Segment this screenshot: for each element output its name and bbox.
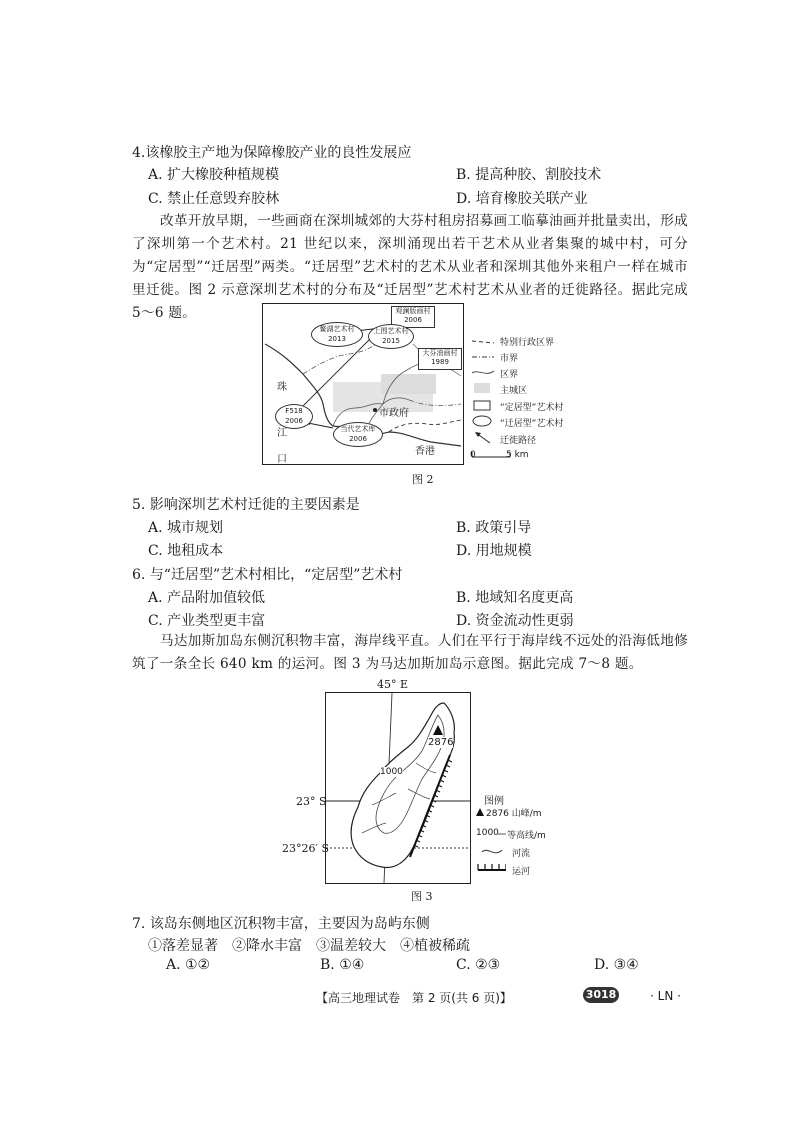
fig2-caption: 图 2: [412, 473, 434, 486]
contour-label: 1000: [380, 767, 403, 777]
village-guanlan: 观澜版画村 2006: [391, 306, 435, 328]
footer-mark: · LN ·: [650, 989, 681, 1003]
fig2-legend-symbols: [470, 333, 496, 463]
q4-option-a: A. 扩大橡胶种植规模: [148, 167, 280, 183]
peak-elevation: 2876: [428, 737, 454, 748]
fig3-legend-title: 图例: [484, 796, 504, 807]
q6-option-b: B. 地域知名度更高: [456, 590, 574, 606]
q5-stem: 5. 影响深圳艺术村迁徙的主要因素是: [132, 497, 360, 513]
govt-dot-icon: [373, 408, 377, 412]
legend-sar: 特别行政区界: [500, 338, 555, 348]
q5-option-a: A. 城市规划: [148, 520, 224, 536]
fig3-map: [326, 693, 470, 883]
legend-migrant: “迁居型”艺术村: [500, 419, 564, 429]
q5-option-c: C. 地租成本: [148, 543, 224, 559]
label-zhu: 珠: [277, 382, 287, 393]
q6-option-c: C. 产业类型更丰富: [148, 613, 266, 629]
q6-option-a: A. 产品附加值较低: [148, 590, 266, 606]
q7-items: ①落差显著 ②降水丰富 ③温差较大 ④植被稀疏: [148, 938, 470, 954]
q4-option-d: D. 培育橡胶关联产业: [456, 191, 588, 207]
village-dafen: 大芬油画村 1989: [418, 348, 462, 370]
label-jiang: 江: [277, 428, 287, 439]
passage-madagascar: 马达加斯加岛东侧沉积物丰富，海岸线平直。人们在平行于海岸线不远处的沿海低地修筑了一条全长 640 km 的运河。图 3 为马达加斯加岛示意图。据此完成 7～8 题。: [132, 633, 688, 672]
scale-0: 0: [470, 450, 476, 460]
q5-option-d: D. 用地规模: [456, 543, 532, 559]
q4-option-b: B. 提高种胶、割胶技术: [456, 167, 602, 183]
sar-boundary: [389, 420, 461, 432]
legend-path: 迁徙路径: [500, 436, 537, 446]
q7-option-a: A. ①②: [166, 957, 211, 973]
legend-peak: 2876 山峰/m: [486, 809, 542, 819]
legend-canal: 运河: [512, 867, 531, 877]
fig3-legend-symbols: [476, 806, 506, 896]
q7-option-c: C. ②③: [456, 957, 501, 973]
scale-5km: 5 km: [506, 450, 529, 460]
q7-option-d: D. ③④: [594, 957, 639, 973]
q7-option-b: B. ①④: [320, 957, 365, 973]
fig3-lon-label: 45° E: [377, 678, 409, 691]
label-hk: 香港: [415, 446, 435, 457]
legend-contour: 等高线/m: [507, 831, 546, 841]
fig3-caption: 图 3: [411, 890, 433, 903]
fig3-lat2-label: 23°26′ S: [282, 842, 330, 855]
village-shangwei: 上围艺术村 2015: [368, 324, 414, 349]
legend-urban: 主城区: [500, 386, 528, 396]
label-kou: 口: [277, 454, 287, 465]
footer-title: 【高三地理试卷 第 2 页(共 6 页)】: [316, 991, 512, 1005]
legend-river: 河流: [512, 849, 531, 859]
fig2-map-frame: [262, 303, 464, 465]
q7-stem: 7. 该岛东侧地区沉积物丰富，主要因为岛屿东侧: [132, 916, 430, 932]
legend-contour-value: 1000: [476, 828, 499, 838]
village-aohu: 鳌湖艺术村 2013: [311, 322, 363, 347]
legend-settled: “定居型”艺术村: [500, 403, 564, 413]
fig3-lat1-label: 23° S: [296, 795, 327, 808]
q4-option-c: C. 禁止任意毁弃胶林: [148, 191, 280, 207]
passage-shenzhen: 改革开放早期，一些画商在深圳城郊的大芬村租房招募画工临摹油画并批量卖出，形成了深圳第一个艺术村。21 世纪以来，深圳涌现出若干艺术从业者集聚的城中村，可分为“定居型”“迁居型”两类。“迁居型”艺术村的艺术从业者和深圳其他外来租户一样在城市里迁徙。图 2 示意深圳艺术村的分布及“迁居型”艺术村艺术从业者的迁徙路径。据此完成 5～6 题。: [132, 213, 688, 321]
footer-code-badge: 3018: [583, 987, 619, 1003]
label-govt: 市政府: [379, 408, 409, 419]
village-f518: F518 2006: [275, 404, 313, 429]
q4-stem: 4.该橡胶主产地为保障橡胶产业的良性发展应: [132, 145, 412, 161]
fig3-map-frame: [325, 692, 471, 884]
q6-option-d: D. 资金流动性更弱: [456, 613, 574, 629]
village-dangdai: 当代艺术库 2006: [333, 422, 383, 447]
legend-district: 区界: [500, 370, 519, 380]
q5-option-b: B. 政策引导: [456, 520, 532, 536]
legend-city: 市界: [500, 354, 519, 364]
q6-stem: 6. 与“迁居型”艺术村相比，“定居型”艺术村: [132, 567, 403, 583]
